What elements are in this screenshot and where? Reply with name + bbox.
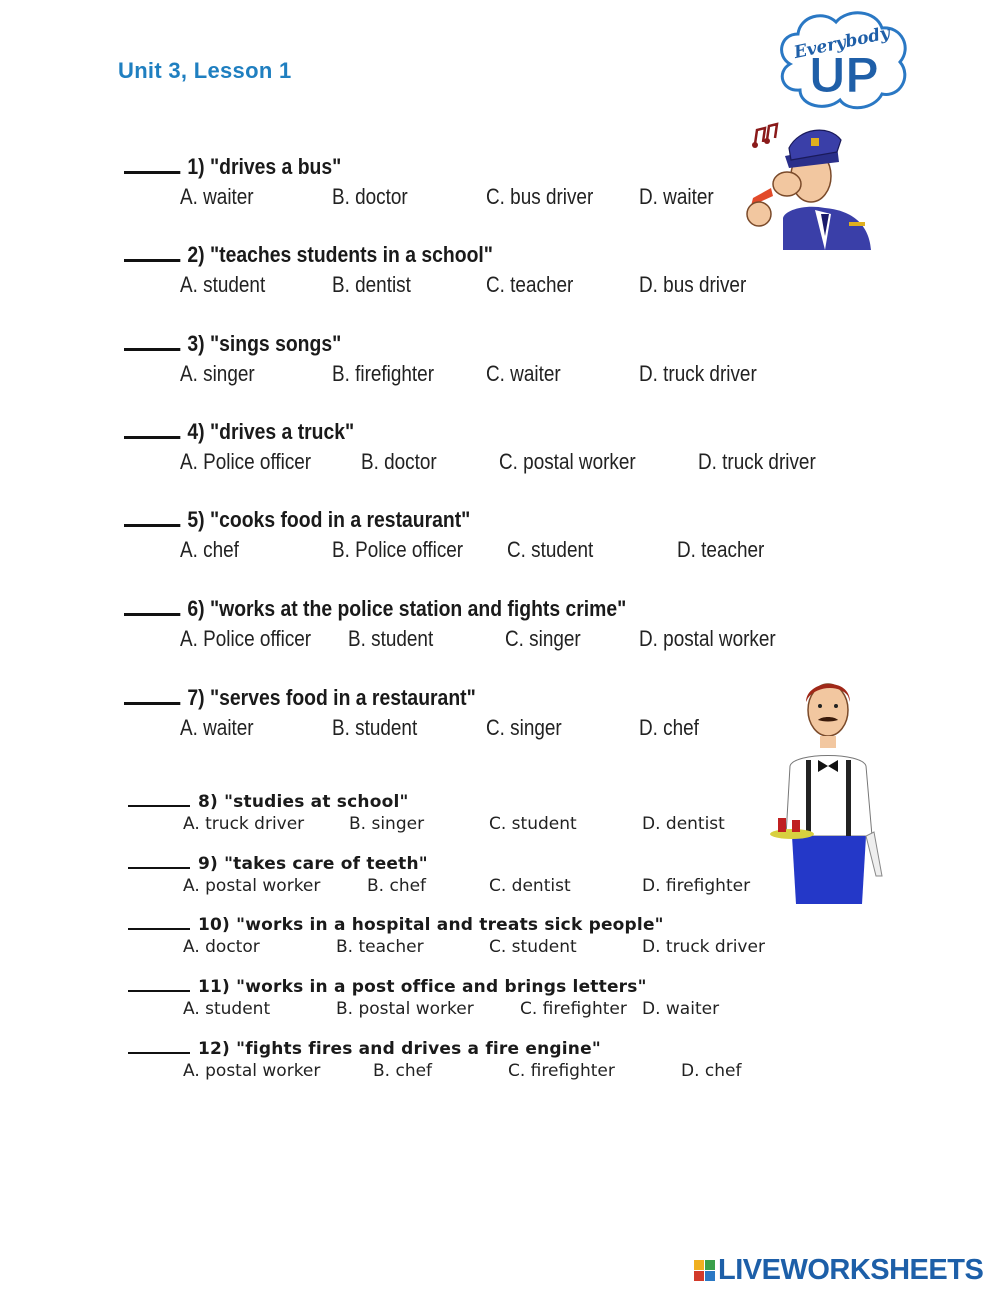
everybody-up-logo [772, 6, 914, 114]
answer-blank[interactable] [124, 171, 180, 174]
police-officer-illustration [745, 118, 873, 250]
option-b: B. firefighter [332, 361, 435, 386]
option-c: C. dentist [489, 876, 571, 896]
answer-blank[interactable] [128, 867, 190, 869]
option-b: B. dentist [332, 272, 411, 297]
waiter-illustration [770, 676, 888, 908]
option-a: A. Police officer [180, 449, 312, 474]
option-a: A. student [183, 999, 271, 1019]
liveworksheets-brand: LIVEWORKSHEETS [718, 1254, 984, 1286]
question-8 [128, 792, 725, 836]
option-a: A. student [180, 272, 266, 297]
option-b: B. Police officer [332, 537, 464, 562]
option-d: D. truck driver [698, 449, 816, 474]
answer-blank[interactable] [128, 928, 190, 930]
question-1 [124, 154, 714, 214]
option-d: D. teacher [677, 537, 765, 562]
unit-title: Unit 3, Lesson 1 [118, 58, 292, 83]
option-c: C. singer [486, 715, 562, 740]
option-b: B. doctor [332, 184, 408, 209]
question-prompt: 4) "drives a truck" [187, 419, 355, 444]
option-b: B. student [332, 715, 418, 740]
option-a: A. waiter [180, 715, 254, 740]
question-5 [124, 507, 765, 567]
liveworksheets-logo [694, 1254, 983, 1287]
option-c: C. postal worker [499, 449, 636, 474]
question-prompt: 6) "works at the police station and fights crime" [187, 596, 627, 621]
option-d: D. chef [639, 715, 699, 740]
option-d: D. waiter [642, 999, 720, 1019]
option-b: B. singer [349, 814, 425, 834]
option-b: B. chef [373, 1061, 433, 1081]
answer-blank[interactable] [124, 259, 180, 262]
option-d: D. waiter [639, 184, 714, 209]
option-d: D. truck driver [642, 937, 765, 957]
option-b: B. postal worker [336, 999, 474, 1019]
option-d: D. truck driver [639, 361, 757, 386]
question-7 [124, 685, 699, 745]
question-6 [124, 596, 776, 656]
option-a: A. truck driver [183, 814, 305, 834]
option-a: A. Police officer [180, 626, 312, 651]
option-d: D. postal worker [639, 626, 776, 651]
answer-blank[interactable] [124, 436, 180, 439]
question-12 [128, 1039, 742, 1083]
answer-blank[interactable] [124, 524, 180, 527]
option-a: A. chef [180, 537, 239, 562]
option-b: B. student [348, 626, 434, 651]
option-d: D. dentist [642, 814, 725, 834]
option-b: B. doctor [361, 449, 437, 474]
option-a: A. postal worker [183, 876, 321, 896]
option-b: B. teacher [336, 937, 424, 957]
option-c: C. firefighter [520, 999, 627, 1019]
option-d: D. bus driver [639, 272, 747, 297]
question-prompt: 5) "cooks food in a restaurant" [187, 507, 471, 532]
question-prompt: 12) "fights fires and drives a fire engine" [198, 1039, 601, 1059]
logo-top-text: Everybody [792, 23, 892, 64]
question-prompt: 3) "sings songs" [187, 331, 342, 356]
option-c: C. teacher [486, 272, 574, 297]
option-b: B. chef [367, 876, 427, 896]
question-11 [128, 977, 720, 1021]
answer-blank[interactable] [124, 613, 180, 616]
question-prompt: 10) "works in a hospital and treats sick people" [198, 915, 664, 935]
option-a: A. postal worker [183, 1061, 321, 1081]
answer-blank[interactable] [128, 1052, 190, 1054]
liveworksheets-squares-icon [694, 1260, 715, 1281]
option-c: C. singer [505, 626, 581, 651]
question-4 [124, 419, 816, 479]
option-c: C. firefighter [508, 1061, 615, 1081]
question-prompt: 8) "studies at school" [198, 792, 409, 812]
question-prompt: 11) "works in a post office and brings letters" [198, 977, 647, 997]
question-10 [128, 915, 765, 959]
option-d: D. firefighter [642, 876, 751, 896]
question-prompt: 7) "serves food in a restaurant" [187, 685, 476, 710]
question-prompt: 1) "drives a bus" [187, 154, 342, 179]
option-a: A. singer [180, 361, 255, 386]
answer-blank[interactable] [124, 702, 180, 705]
question-3 [124, 331, 757, 391]
answer-blank[interactable] [128, 990, 190, 992]
answer-blank[interactable] [124, 348, 180, 351]
answer-blank[interactable] [128, 805, 190, 807]
option-c: C. student [489, 937, 577, 957]
option-c: C. waiter [486, 361, 561, 386]
option-d: D. chef [681, 1061, 742, 1081]
option-a: A. doctor [183, 937, 260, 957]
option-a: A. waiter [180, 184, 254, 209]
option-c: C. student [507, 537, 594, 562]
question-9 [128, 854, 751, 898]
question-prompt: 9) "takes care of teeth" [198, 854, 428, 874]
logo-main-text: UP [809, 47, 879, 103]
option-c: C. bus driver [486, 184, 594, 209]
question-2 [124, 242, 747, 302]
question-prompt: 2) "teaches students in a school" [187, 242, 493, 267]
option-c: C. student [489, 814, 577, 834]
